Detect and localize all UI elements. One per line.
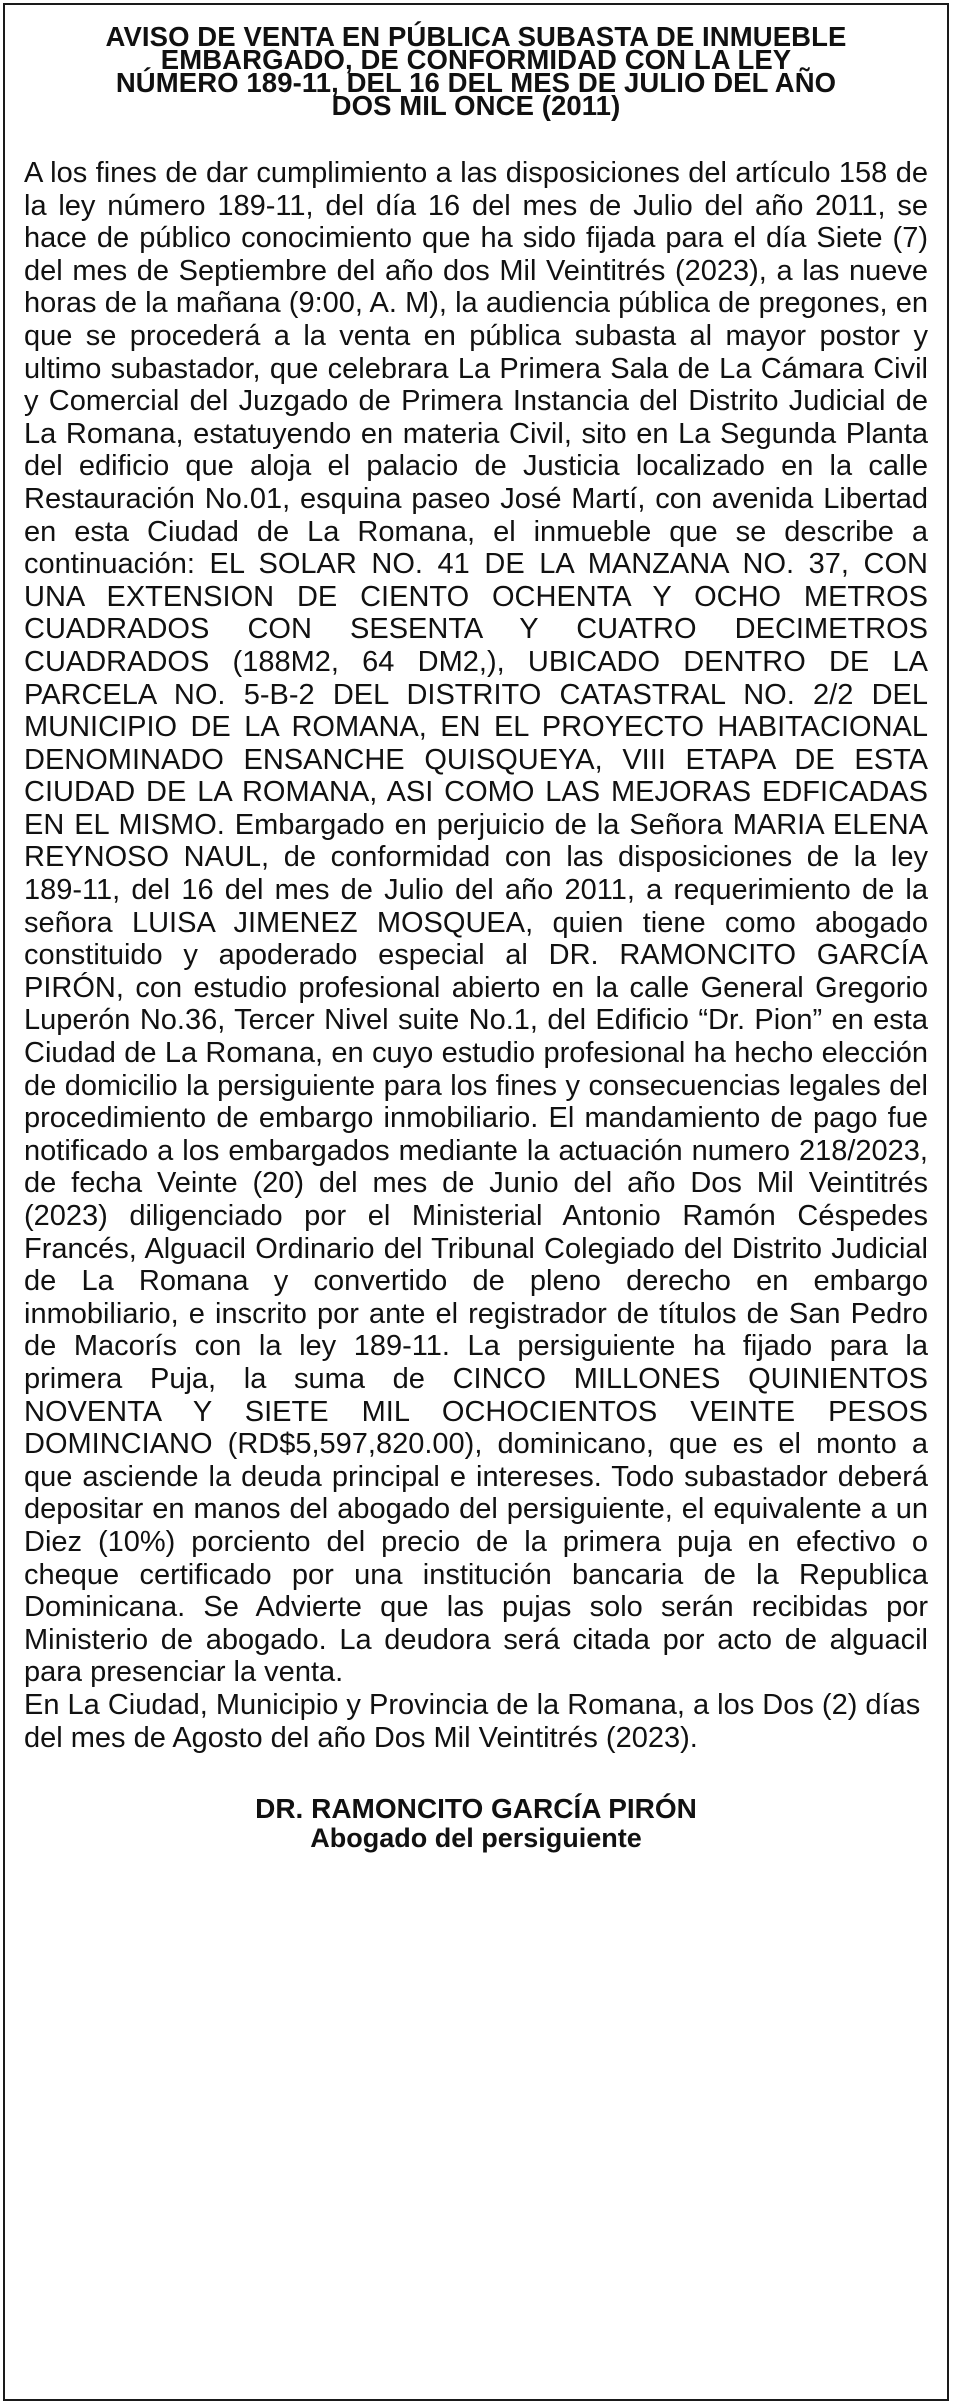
title-line: DOS MIL ONCE (2011) <box>331 90 621 121</box>
notice-title <box>31 21 921 121</box>
signature-name: DR. RAMONCITO GARCÍA PIRÓN <box>255 1793 697 1825</box>
signature-block <box>5 1794 947 1853</box>
notice-closing: En La Ciudad, Municipio y Provincia de la Romana, a los Dos (2) días del mes de Agosto del año Dos Mil Veintitrés (2023). <box>24 1688 921 1754</box>
title-line: NÚMERO 189-11, DEL 16 DEL MES DE JULIO DEL AÑO <box>115 67 837 98</box>
signature-role: Abogado del persiguiente <box>310 1823 642 1854</box>
title-line: AVISO DE VENTA EN PÚBLICA SUBASTA DE INMUEBLE <box>105 21 847 52</box>
title-line: EMBARGADO, DE CONFORMIDAD CON LA LEY <box>160 44 792 75</box>
notice-body: A los fines de dar cumplimiento a las disposiciones del artículo 158 de la ley número 189-11, del día 16 del mes de Julio del año 2011, se hace de público conocimiento que ha sido fijada para el día Siete (7) del mes de Septiembre del año dos Mil Veintitrés (2023), a las nueve horas de la mañana (9:00, A. M), la audiencia pública de pregones, en que se procederá a la venta en pública subasta al mayor postor y ultimo subastador, que celebrara La Primera Sala de La Cámara Civil y Comercial del Juzgado de Primera Instancia del Distrito Judicial de La Romana, estatuyendo en materia Civil, sito en La Segunda Planta del edificio que aloja el palacio de Justicia localizado en la calle Restauración No.01, esquina paseo José Martí, con avenida Libertad en esta Ciudad de La Romana, el inmueble que se describe a continuación: EL SOLAR NO. 41 DE LA MANZANA NO. 37, CON UNA EXTENSION DE CIENTO OCHENTA Y OCHO METROS CUADRADOS CON SESENTA Y CUATRO DECIMETROS CUADRADOS (188M2, 64 DM2,), UBICADO DENTRO DE LA PARCELA NO. 5-B-2 DEL DISTRITO CATASTRAL NO. 2/2 DEL MUNICIPIO DE LA ROMANA, EN EL PROYECTO HABITACIONAL DENOMINADO ENSANCHE QUISQUEYA, VIII ETAPA DE ESTA CIUDAD DE LA ROMANA, ASI COMO LAS MEJORAS EDFICADAS EN EL MISMO. Embargado en perjuicio de la Señora MARIA ELENA REYNOSO NAUL, de conformidad con las disposiciones de la ley 189-11, del 16 del mes de Julio del año 2011, a requerimiento de la señora LUISA JIMENEZ MOSQUEA, quien tiene como abogado constituido y apoderado especial al DR. RAMONCITO GARCÍA PIRÓN, con estudio profesional abierto en la calle General Gregorio Luperón No.36, Tercer Nivel suite No.1, del Edificio “Dr. Pion” en esta Ciudad de La Romana, en cuyo estudio profesional ha hecho elección de domicilio la persiguiente para los fines y consecuencias legales del procedimiento de embargo inmobiliario. El mandamiento de pago fue notificado a los embargados mediante la actuación numero 218/2023, de fecha Veinte (20) del mes de Junio del año Dos Mil Veintitrés (2023) diligenciado por el Ministerial Antonio Ramón Céspedes Francés, Alguacil Ordinario del Tribunal Colegiado del Distrito Judicial de La Romana y convertido de pleno derecho en embargo inmobiliario, e inscrito por ante el registrador de títulos de San Pedro de Macorís con la ley 189-11. La persiguiente ha fijado para la primera Puja, la suma de CINCO MILLONES QUINIENTOS NOVENTA Y SIETE MIL OCHOCIENTOS VEINTE PESOS DOMINCIANO (RD$5,597,820.00), dominicano, que es el monto a que asciende la deuda principal e intereses. Todo subastador deberá depositar en manos del abogado del persiguiente, el equivalente a un Diez (10%) porciento del precio de la primera puja en efectivo o cheque certificado por una institución bancaria de la Republica Dominicana. Se Advierte que las pujas solo serán recibidas por Ministerio de abogado. La deudora será citada por acto de alguacil para presenciar la venta. <box>24 157 928 1689</box>
notice-frame <box>3 3 949 2401</box>
